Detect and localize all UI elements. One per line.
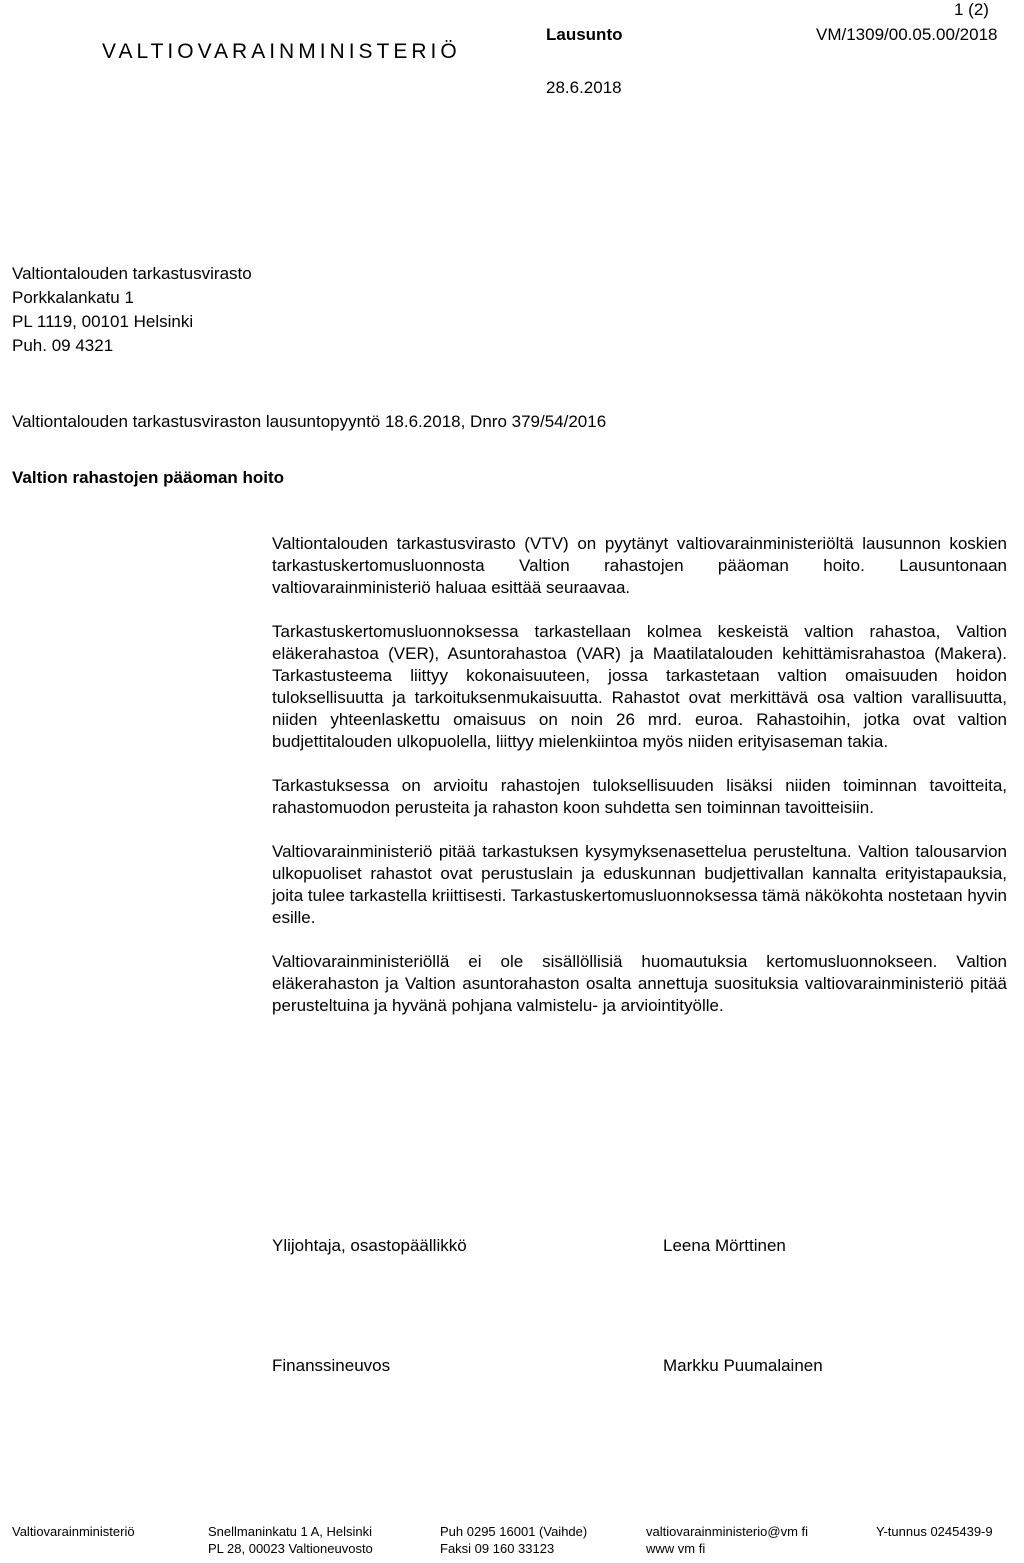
- signatory-title: Ylijohtaja, osastopäällikkö: [272, 1236, 467, 1255]
- footer-email: valtiovarainministerio@vm fi: [646, 1524, 809, 1539]
- footer-website: www vm fi: [646, 1541, 706, 1556]
- recipient-line: PL 1119, 00101 Helsinki: [12, 312, 194, 331]
- body-paragraph: Valtiovarainministeriö pitää tarkastuksen kysymyksenasettelua perusteltuna. Valtion talousarvion ulkopuoliset rahastot ovat perustuslain ja eduskunnan budjettivallan kannalta erityistapauksia, joita tulee tarkastella kriittisesti. Tarkastuskertomusluonnoksessa tämä näkökohta nostetaan hyvin esille.: [272, 842, 1007, 927]
- footer-street: Snellmaninkatu 1 A, Helsinki: [208, 1524, 373, 1539]
- statement-body: [272, 533, 1007, 1039]
- footer-po-box: PL 28, 00023 Valtioneuvosto: [208, 1541, 373, 1556]
- document-reference: VM/1309/00.05.00/2018: [816, 25, 998, 44]
- footer-business-id: [876, 1523, 993, 1540]
- footer-fax-number: Faksi 09 160 33123: [440, 1541, 555, 1556]
- signatory-title: Finanssineuvos: [272, 1356, 391, 1375]
- recipient-line: Puh. 09 4321: [12, 336, 114, 355]
- body-paragraph: Tarkastuskertomusluonnoksessa tarkastellaan kolmea keskeistä valtion rahastoa, Valtion eläkerahastoa (VER), Asuntorahastoa (VAR) ja Maatilatalouden kehittämisrahastoa (Makera). Tarkastusteema liittyy kokonaisuuteen, jossa tarkastetaan valtion omaisuuden hoidon tuloksellisuutta ja tarkoituksenmukaisuutta. Rahastot ovat merkittävä osa valtion varallisuutta, niiden yhteenlaskettu omaisuus on noin 26 mrd. euroa. Rahastoihin, jotka ovat valtion budjettitalouden ulkopuolella, liittyy mielenkiintoa myös niiden erityisaseman takia.: [272, 622, 1007, 751]
- body-paragraph: Valtiontalouden tarkastusvirasto (VTV) on pyytänyt valtiovarainministeriöltä lausunnon koskien tarkastuskertomusluonnosta Valtion rahastojen pääoman hoito. Lausuntonaan valtiovarainministeriö haluaa esittää seuraavaa.: [272, 534, 1007, 597]
- footer-org-name: Valtiovarainministeriö: [12, 1524, 135, 1539]
- footer-phone-number: Puh 0295 16001 (Vaihde): [440, 1524, 588, 1539]
- body-paragraph: Tarkastuksessa on arvioitu rahastojen tuloksellisuuden lisäksi niiden toiminnan tavoitteita, rahastomuodon perusteita ja rahaston koon suhdetta sen toiminnan tavoitteisiin.: [272, 776, 1007, 817]
- recipient-address: [12, 262, 252, 358]
- footer-contact: [646, 1523, 808, 1557]
- footer-address: [208, 1523, 373, 1557]
- document-type: Lausunto: [546, 25, 623, 44]
- footer-org: [12, 1523, 135, 1540]
- body-paragraph: Valtiovarainministeriöllä ei ole sisällöllisiä huomautuksia kertomusluonnokseen. Valtion eläkerahaston ja Valtion asuntorahaston osalta annettuja suosituksia valtiovarainministeriö pitää perusteltuina ja hyvänä pohjana valmistelu- ja arviointityölle.: [272, 952, 1007, 1015]
- footer-y-tunnus: Y-tunnus 0245439-9: [876, 1524, 993, 1539]
- ministry-logotype: VALTIOVARAINMINISTERIÖ: [102, 40, 461, 63]
- page-number: 1 (2): [954, 0, 989, 19]
- footer-phone: [440, 1523, 587, 1557]
- subject-line: Valtiontalouden tarkastusviraston lausuntopyyntö 18.6.2018, Dnro 379/54/2016: [12, 412, 607, 431]
- signatory-name: Leena Mörttinen: [663, 1236, 786, 1255]
- recipient-line: Porkkalankatu 1: [12, 288, 134, 307]
- signatory-name: Markku Puumalainen: [663, 1356, 823, 1375]
- recipient-line: Valtiontalouden tarkastusvirasto: [12, 264, 252, 283]
- document-date: 28.6.2018: [546, 78, 622, 97]
- document-title: Valtion rahastojen pääoman hoito: [12, 468, 285, 487]
